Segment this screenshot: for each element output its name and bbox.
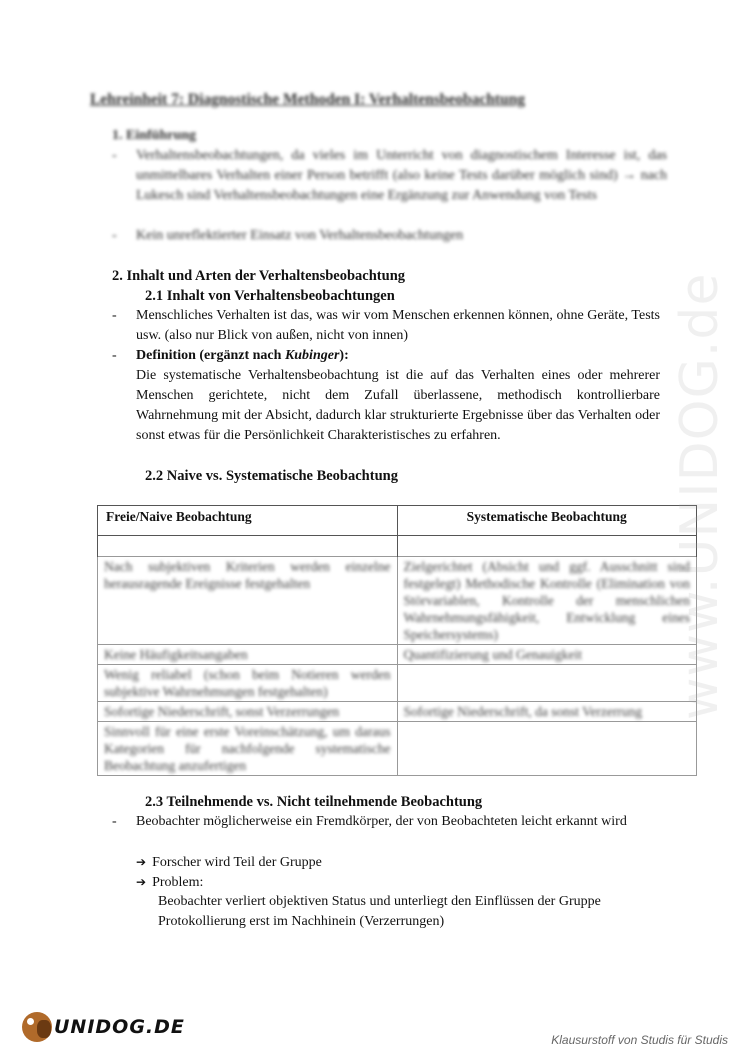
table-cell	[397, 722, 697, 776]
arrow-item-text: Problem:	[152, 875, 204, 890]
section-2-1-bullet	[112, 306, 660, 346]
section-1-heading: 1. Einführung	[112, 128, 197, 143]
document-title: Lehreinheit 7: Diagnostische Methoden I: Verhaltensbeobachtung	[90, 91, 526, 108]
arrow-item-text: Forscher wird Teil der Gruppe	[152, 855, 322, 870]
definition-text: Die systematische Verhaltensbeobachtung ist die auf das Verhalten eines oder mehrerer Menschen gerichtete, nicht dem Zufall überlassene, methodisch kontrollierbare Wahrnehmung mit der Absicht, dadurch klar strukturierte Ergebnisse über das Verhalten oder sonst etwas für die Persönlichkeit Charakteristisches zu erfahren.	[136, 368, 660, 443]
bullet-dash: -	[112, 348, 117, 363]
bullet-dash: -	[112, 148, 117, 163]
definition-block	[112, 346, 660, 446]
dog-icon	[22, 1012, 52, 1042]
table-row	[98, 557, 697, 645]
logo-text: UNIDOG.DE	[54, 1016, 185, 1038]
bullet-dash: -	[112, 814, 117, 829]
table-header-systematic: Systematische Beobachtung	[397, 506, 697, 536]
table-header-row	[98, 506, 697, 536]
table-row	[98, 665, 697, 702]
bullet-text: Beobachter möglicherweise ein Fremdkörper, der von Beobachteten leicht erkannt wird	[136, 814, 627, 829]
subsection-2-1-heading: 2.1 Inhalt von Verhaltensbeobachtungen	[145, 288, 395, 304]
comparison-table	[97, 505, 697, 776]
table-row	[98, 645, 697, 665]
section-1-bullet-1	[112, 146, 667, 206]
table-row	[98, 702, 697, 722]
table-cell: Sofortige Niederschrift, sonst Verzerrungen	[98, 702, 398, 722]
table-cell: Sinnvoll für eine erste Voreinschätzung, um daraus Kategorien für nachfolgende systematische Beobachtung anzufertigen	[98, 722, 398, 776]
definition-label-close: ):	[339, 348, 349, 363]
table-cell: Sofortige Niederschrift, da sonst Verzerrung	[397, 702, 697, 722]
table-spacer-row	[98, 536, 697, 557]
section-2-3-bullet	[112, 812, 660, 832]
bullet-text: Menschliches Verhalten ist das, was wir vom Menschen erkennen können, ohne Geräte, Tests usw. (also nur Blick von außen, nicht von innen)	[136, 308, 660, 343]
subsection-2-2-heading: 2.2 Naive vs. Systematische Beobachtung	[145, 468, 398, 484]
table-cell: Keine Häufigkeitsangaben	[98, 645, 398, 665]
table-row	[98, 722, 697, 776]
table-cell: Wenig reliabel (schon beim Notieren werden subjektive Wahrnehmungen festgehalten)	[98, 665, 398, 702]
definition-label	[136, 348, 349, 363]
bullet-dash: -	[112, 228, 117, 243]
bullet-text: Verhaltensbeobachtungen, da vieles im Unterricht von diagnostischem Interesse ist, das unmittelbares Verhalten einer Person betrifft (also keine Tests darüber möglich sind) → nach Lukesch sind Verhaltensbeobachtungen eine Ergänzung zur Anwendung von Tests	[136, 148, 667, 203]
section-1-bullet-2	[112, 226, 667, 246]
problem-line-1: Beobachter verliert objektiven Status und unterliegt den Einflüssen der Gruppe	[158, 894, 601, 909]
section-2-heading: 2. Inhalt und Arten der Verhaltensbeobachtung	[112, 268, 406, 284]
problem-line-2: Protokollierung erst im Nachhinein (Verzerrungen)	[158, 914, 445, 929]
arrow-item-2	[136, 872, 203, 893]
spacer-cell	[98, 536, 398, 557]
bullet-dash: -	[112, 308, 117, 323]
definition-label-text: Definition (ergänzt nach	[136, 348, 285, 363]
definition-content	[136, 346, 660, 446]
table-cell: Quantifizierung und Genauigkeit	[397, 645, 697, 665]
definition-author: Kubinger	[284, 348, 340, 363]
table-header-naive: Freie/Naive Beobachtung	[98, 506, 398, 536]
unidog-logo[interactable]	[22, 1012, 185, 1042]
footer-tagline: Klausurstoff von Studis für Studis	[551, 1033, 728, 1047]
table-cell: Zielgerichtet (Absicht und ggf. Ausschnitt sind festgelegt) Methodische Kontrolle (Elimination von Störvariablen, Kontrolle der menschlichen Wahrnehmungsfähigkeit, Entwicklung eines Speichersystems)	[397, 557, 697, 645]
right-arrow-icon: ➔	[136, 875, 147, 889]
table-cell: Nach subjektiven Kriterien werden einzelne herausragende Ereignisse festgehalten	[98, 557, 398, 645]
table-cell	[397, 665, 697, 702]
bullet-text: Kein unreflektierter Einsatz von Verhaltensbeobachtungen	[136, 228, 464, 243]
right-arrow-icon: ➔	[136, 855, 147, 869]
arrow-item-1	[136, 852, 322, 873]
watermark: www.UNIDOG.de	[670, 272, 730, 720]
spacer-cell	[397, 536, 697, 557]
subsection-2-3-heading: 2.3 Teilnehmende vs. Nicht teilnehmende Beobachtung	[145, 794, 483, 810]
